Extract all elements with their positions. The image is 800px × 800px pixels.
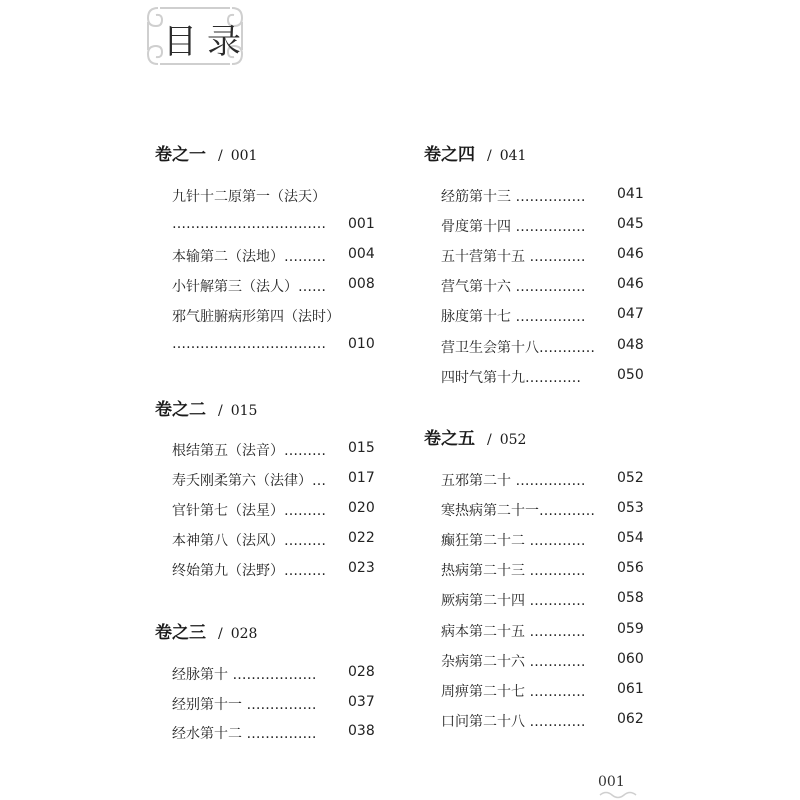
entry-title: 五邪第二十 …………… (441, 473, 586, 489)
entry-page-number: 053 (617, 500, 644, 516)
entry-title: 本神第八（法风）……… (172, 533, 326, 549)
volume-heading (155, 395, 257, 420)
volume-page-number: 041 (499, 148, 527, 164)
volume-separator: / (487, 148, 492, 164)
entry-page-number: 041 (617, 186, 644, 202)
entry-page-number: 046 (617, 246, 644, 262)
entry-page-number: 060 (617, 651, 644, 667)
toc-entry[interactable] (441, 470, 585, 490)
entry-page-number: 023 (348, 560, 375, 576)
toc-entry[interactable] (172, 530, 326, 550)
toc-entry[interactable] (441, 560, 585, 580)
volume-separator: / (487, 432, 492, 448)
entry-page-number: 046 (617, 276, 644, 292)
entry-page-number: 004 (348, 246, 375, 262)
volume-heading (424, 424, 526, 449)
entry-title: 经水第十二 …………… (172, 726, 317, 742)
volume-page-number: 028 (230, 626, 258, 642)
entry-page-number: 056 (617, 560, 644, 576)
entry-page-number: 059 (617, 621, 644, 637)
toc-entry[interactable] (441, 621, 585, 641)
toc-entry[interactable] (172, 723, 316, 743)
entry-page-number: 050 (617, 367, 644, 383)
entry-page-number: 010 (348, 336, 375, 352)
entry-title: 经别第十一 …………… (172, 697, 317, 713)
entry-page-number: 008 (348, 276, 375, 292)
volume-title: 卷之四 (424, 145, 475, 165)
volume-heading (155, 140, 257, 165)
entry-page-number: 045 (617, 216, 644, 232)
toc-entry[interactable] (172, 246, 326, 266)
volume-heading (155, 618, 257, 643)
volume-title: 卷之三 (155, 623, 206, 643)
toc-entry[interactable] (441, 367, 581, 387)
toc-entry[interactable] (441, 651, 585, 671)
toc-entry[interactable] (172, 694, 316, 714)
entry-title: 官针第七（法星）……… (172, 503, 326, 519)
entry-title: …………………………… (172, 216, 326, 232)
entry-page-number: 061 (617, 681, 644, 697)
toc-entry[interactable] (172, 186, 326, 206)
volume-title: 卷之五 (424, 429, 475, 449)
volume-heading (424, 140, 526, 165)
entry-page-number: 015 (348, 440, 375, 456)
entry-title: 厥病第二十四 ………… (441, 593, 586, 609)
entry-page-number: 058 (617, 590, 644, 606)
entry-page-number: 022 (348, 530, 375, 546)
entry-title: 经筋第十三 …………… (441, 189, 586, 205)
toc-entry[interactable] (172, 336, 326, 352)
entry-title: 本输第二（法地）……… (172, 249, 326, 265)
entry-page-number: 048 (617, 337, 644, 353)
entry-page-number: 001 (348, 216, 375, 232)
entry-title: 热病第二十三 ………… (441, 563, 586, 579)
entry-title: 骨度第十四 …………… (441, 219, 586, 235)
toc-entry[interactable] (172, 276, 326, 296)
entry-page-number: 047 (617, 306, 644, 322)
volume-title: 卷之一 (155, 145, 206, 165)
entry-page-number: 028 (348, 664, 375, 680)
toc-entry[interactable] (172, 216, 326, 232)
toc-entry[interactable] (441, 500, 595, 520)
entry-title: 周痹第二十七 ………… (441, 684, 586, 700)
toc-entry[interactable] (441, 306, 585, 326)
toc-entry[interactable] (172, 560, 326, 580)
toc-entry[interactable] (441, 711, 585, 731)
volume-page-number: 015 (230, 403, 258, 419)
toc-entry[interactable] (172, 440, 326, 460)
page-title: 目录 (163, 22, 251, 62)
volume-page-number: 052 (499, 432, 527, 448)
entry-title: 经脉第十 ……………… (172, 667, 317, 683)
entry-title: 九针十二原第一（法天） (172, 189, 326, 205)
entry-title: 四时气第十九………… (441, 370, 581, 386)
toc-entry[interactable] (441, 590, 585, 610)
page-number-ornament (598, 790, 638, 800)
entry-title: 病本第二十五 ………… (441, 624, 586, 640)
volume-separator: / (218, 626, 223, 642)
toc-entry[interactable] (441, 337, 595, 357)
entry-title: 脉度第十七 …………… (441, 309, 586, 325)
toc-entry[interactable] (441, 681, 585, 701)
entry-title: 营气第十六 …………… (441, 279, 586, 295)
entry-title: 小针解第三（法人）…… (172, 279, 326, 295)
entry-title: 癫狂第二十二 ………… (441, 533, 586, 549)
toc-entry[interactable] (441, 216, 585, 236)
entry-page-number: 052 (617, 470, 644, 486)
entry-title: 口问第二十八 ………… (441, 714, 586, 730)
entry-title: 寿夭刚柔第六（法律）… (172, 473, 326, 489)
toc-entry[interactable] (172, 470, 326, 490)
entry-title: 寒热病第二十一………… (441, 503, 595, 519)
entry-title: 杂病第二十六 ………… (441, 654, 586, 670)
volume-separator: / (218, 148, 223, 164)
entry-page-number: 017 (348, 470, 375, 486)
toc-entry[interactable] (172, 306, 340, 326)
volume-separator: / (218, 403, 223, 419)
entry-page-number: 054 (617, 530, 644, 546)
toc-entry[interactable] (441, 530, 585, 550)
entry-page-number: 038 (348, 723, 375, 739)
entry-title: 营卫生会第十八………… (441, 340, 595, 356)
page-number: 001 (598, 774, 625, 790)
toc-entry[interactable] (441, 246, 585, 266)
toc-entry[interactable] (172, 664, 316, 684)
entry-title: …………………………… (172, 336, 326, 352)
volume-title: 卷之二 (155, 400, 206, 420)
entry-title: 五十营第十五 ………… (441, 249, 586, 265)
toc-entry[interactable] (172, 500, 326, 520)
entry-title: 邪气脏腑病形第四（法时） (172, 309, 340, 325)
entry-title: 根结第五（法音）……… (172, 443, 326, 459)
toc-entry[interactable] (441, 276, 585, 296)
entry-page-number: 037 (348, 694, 375, 710)
entry-title: 终始第九（法野）……… (172, 563, 326, 579)
volume-page-number: 001 (230, 148, 258, 164)
toc-entry[interactable] (441, 186, 585, 206)
entry-page-number: 062 (617, 711, 644, 727)
entry-page-number: 020 (348, 500, 375, 516)
